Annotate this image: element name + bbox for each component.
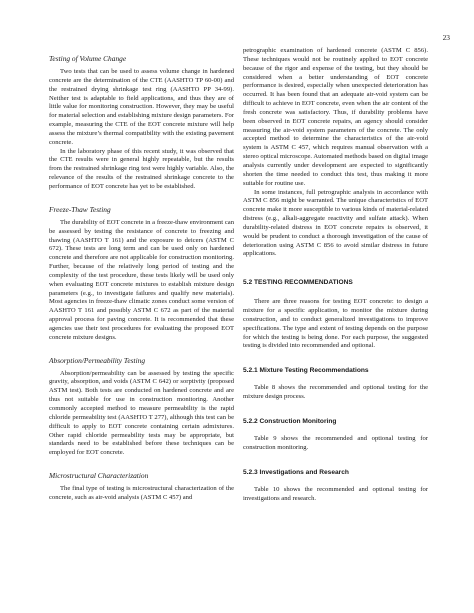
subheading-freeze-thaw: Freeze-Thaw Testing [49,204,111,214]
subheading-volume-change: Testing of Volume Change [49,54,127,63]
paragraph: There are three reasons for testing EOT concrete: to design a mixture for a specific application, to monitor the mixture during construction, and to conduct generalized investigations to improve specifications. The type and extent of testing depends on the purpose for which the testing is being done. For each purpose, the suggested testing is divided into recommended and optional. [243,298,428,350]
paragraph-continued: petrographic examination of hardened concrete (ASTM C 856). These techniques would not be routinely applied to EOT concrete because of the rigor and expense of the testing, but they should be considered when a better understanding of EOT concrete performance is desired, especially when unexpected deterioration has occurred. It has been found that an adequate air-void system can be difficult to achieve in EOT concrete, even when the air content of the fresh concrete was satisfactory. Thus, if durability problems have been observed in EOT concrete repairs, an agency should consider measuring the air-void system parameters of the concrete. The only accepted method to determine the characteristics of the air-void system is ASTM C 457, which requires manual observation with a stereo optical microscope. Automated methods based on digital image analysis currently under development are expected to significantly shorten the time needed to conduct this test, thus making it more suitable for routine use. [243,47,428,187]
subheading-absorption-permeability: Absorption/Permeability Testing [49,355,146,365]
paragraph: In some instances, full petrographic analysis in accordance with ASTM C 856 might be warranted. The unique characteristics of EOT concrete make it more susceptible to various kinds of material-related distress (e.g., alkali-aggregate reactivity and sulfate attack). When durability-related distress in EOT concrete repairs is observed, it would be prudent to conduct a thorough investigation of the cause of deterioration using ASTM C 856 to avoid similar distress in future applications. [243,188,428,258]
left-column [49,47,234,503]
subsection-heading-5-2-1: 5.2.1 Mixture Testing Recommendations [243,367,369,375]
section-heading-5-2: 5.2 TESTING RECOMMENDATIONS [243,279,353,287]
right-column [243,47,428,503]
paragraph: Table 8 shows the recommended and optional testing for the mixture design process. [243,384,428,401]
paragraph: In the laboratory phase of this recent study, it was observed that the CTE results were in general highly repeatable, but the results from the restrained shrinkage ring test were highly variable. Also, the relevance of the results of the restrained shrinkage concrete to the performance of EOT concrete has yet to be established. [49,147,234,190]
paragraph: Table 9 shows the recommended and optional testing for construction monitoring. [243,435,428,451]
paragraph: The durability of EOT concrete in a freeze-thaw environment can be assessed by testing the resistance of concrete to freezing and thawing (AASHTO T 161) and the exposure to deicers (ASTM C 672). These tests are long term and can be used only on hardened concrete and therefore are not applicable for construction monitoring. Further, because of the relatively long period of testing and the complexity of the test procedure, these tests likely will be used only when evaluating EOT concrete mixtures to establish mixture design parameters (e.g., to investigate failures and qualify new materials). Most agencies in freeze-thaw climatic zones conduct some version of AASHTO T 161 and possibly ASTM C 672 as part of the material approval process for paving concrete. It is recommended that these agencies use their test procedures for evaluating the proposed EOT concrete mixture designs. [49,218,234,341]
paragraph: The final type of testing is microstructural characterization of the concrete, such as air-void analysis (ASTM C 457) and [49,485,234,501]
subsection-heading-5-2-2: 5.2.2 Construction Monitoring [243,418,337,425]
subsection-heading-5-2-3: 5.2.3 Investigations and Research [243,468,349,476]
page-number: 23 [442,33,450,42]
paragraph: Table 10 shows the recommended and optional testing for investigations and research. [243,485,428,502]
paragraph: Two tests that can be used to assess volume change in hardened concrete are the determination of the CTE (AASHTO TP 60-00) and the restrained drying shrinkage test ring (AASHTO PP 34-99). Neither test is adaptable to field applications, and thus they are of little value for monitoring construction. However, they may be useful for material selection and establishing mixture design parameters. For example, measuring the CTE of the EOT concrete mixture will help assess the mixture’s thermal compatibility with the existing pavement concrete. [49,68,234,146]
subheading-microstructural: Microstructural Characterization [49,471,149,481]
paragraph: Absorption/permeability can be assessed by testing the specific gravity, absorption, and voids (ASTM C 642) or sorptivity (proposed ASTM test). Both tests are conducted on hardened concrete and are thus not suitable for use in construction monitoring. Another commonly accepted method to measure permeability is the rapid chloride permeability test (AASHTO T 277), although this test can be difficult to apply to EOT concrete containing certain admixtures. Other rapid chloride permeability tests may be appropriate, but standards need to be established before these techniques can be employed for EOT concrete. [49,369,234,457]
